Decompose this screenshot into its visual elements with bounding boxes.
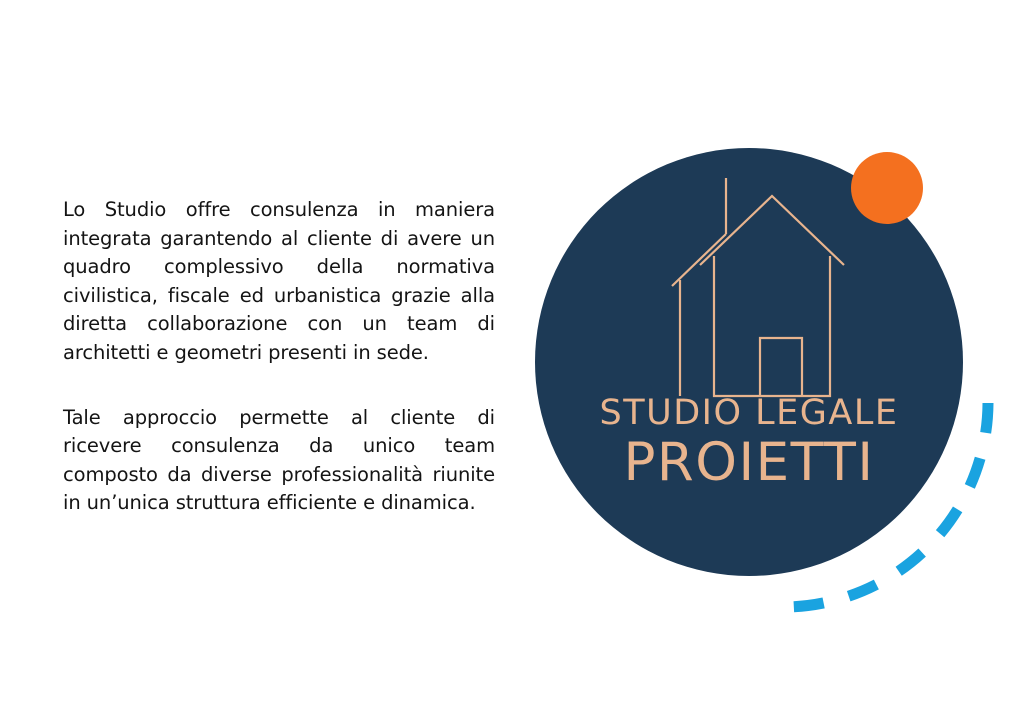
paragraph-2: Tale approccio permette al cliente di ricevere consulenza da unico team composto da diverse professionalità riunite in un’unica struttura efficiente e dinamica.	[63, 405, 495, 515]
logo-wordmark-line-2: PROIETTI	[623, 432, 875, 493]
paragraph-1: Lo Studio offre consulenza in maniera integrata garantendo al cliente di avere un quadro complessivo della normativa civilistica, fiscale ed urbanistica grazie alla diretta collaborazione con un team di architetti e geometri presenti in sede.	[63, 198, 495, 364]
logo-wordmark-line-1: STUDIO LEGALE	[599, 393, 899, 433]
orange-circle-accent	[851, 152, 923, 224]
body-text-column	[63, 196, 495, 518]
logo-graphic	[520, 130, 990, 600]
house-outline-icon	[650, 168, 850, 403]
logo-wordmark	[535, 392, 963, 492]
